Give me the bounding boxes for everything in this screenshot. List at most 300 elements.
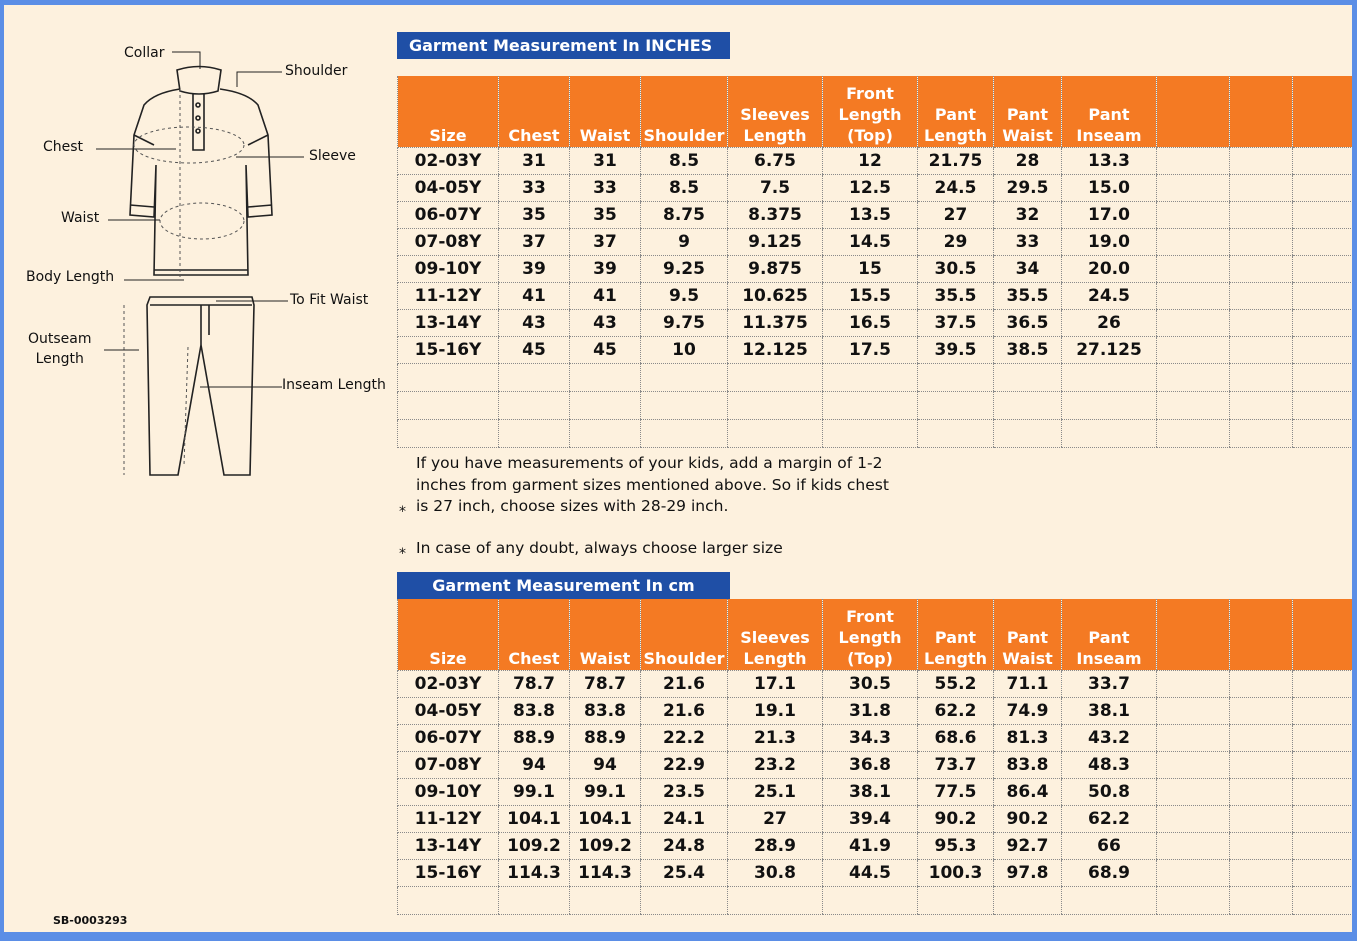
empty-cell [1062, 364, 1157, 392]
column-header: Shoulder [641, 599, 728, 671]
size-cell: 15-16Y [398, 860, 499, 887]
table-row [398, 833, 1353, 860]
column-header: Pant Length [918, 76, 994, 148]
measurement-cell: 24.1 [641, 806, 728, 833]
size-cell: 02-03Y [398, 148, 499, 175]
empty-header-cell [1157, 76, 1230, 148]
measurement-cell: 23.5 [641, 779, 728, 806]
empty-cell [499, 364, 570, 392]
measurement-cell: 8.5 [641, 175, 728, 202]
measurement-cell: 12.125 [728, 337, 823, 364]
measurement-cell: 21.6 [641, 671, 728, 698]
note-margin: If you have measurements of your kids, add a margin of 1-2 inches from garment sizes mentioned above. So if kids chest is 27 inch, choose sizes with 28-29 inch. [416, 454, 889, 515]
empty-cell [1230, 725, 1293, 752]
label-body-length: Body Length [26, 269, 115, 285]
measurement-cell: 27 [728, 806, 823, 833]
measurement-cell: 78.7 [570, 671, 641, 698]
measurement-cell: 37 [499, 229, 570, 256]
measurement-cell: 104.1 [499, 806, 570, 833]
size-cell: 09-10Y [398, 256, 499, 283]
measurement-cell: 92.7 [994, 833, 1062, 860]
label-sleeve: Sleeve [309, 148, 356, 164]
empty-cell [994, 392, 1062, 420]
measurement-cell: 30.8 [728, 860, 823, 887]
empty-cell [398, 364, 499, 392]
column-header: Waist [570, 599, 641, 671]
label-to-fit-waist: To Fit Waist [290, 292, 369, 308]
empty-cell [1157, 148, 1230, 175]
empty-header-cell [1293, 76, 1353, 148]
measurement-cell: 99.1 [570, 779, 641, 806]
column-header: Pant Inseam [1062, 599, 1157, 671]
measurement-cell: 32 [994, 202, 1062, 229]
empty-header-cell [1230, 76, 1293, 148]
measurement-cell: 29 [918, 229, 994, 256]
measurement-cell: 14.5 [823, 229, 918, 256]
measurement-cell: 7.5 [728, 175, 823, 202]
empty-cell [728, 887, 823, 915]
note-bullet-2: * [399, 546, 406, 562]
empty-cell [823, 420, 918, 448]
size-cell: 11-12Y [398, 806, 499, 833]
empty-cell [1230, 860, 1293, 887]
cm-table-grid [397, 599, 1352, 915]
table-header-row [398, 76, 1353, 148]
empty-cell [1230, 779, 1293, 806]
measurement-cell: 68.6 [918, 725, 994, 752]
measurement-cell: 24.5 [1062, 283, 1157, 310]
measurement-cell: 35.5 [918, 283, 994, 310]
measurement-cell: 39 [499, 256, 570, 283]
table-row [398, 752, 1353, 779]
empty-cell [1157, 887, 1230, 915]
empty-cell [823, 364, 918, 392]
measurement-cell: 90.2 [918, 806, 994, 833]
cm-table-title: Garment Measurement In cm [397, 572, 730, 599]
blank-row [398, 420, 1353, 448]
blank-row [398, 887, 1353, 915]
measurement-cell: 62.2 [1062, 806, 1157, 833]
measurement-cell: 38.1 [823, 779, 918, 806]
empty-cell [1157, 725, 1230, 752]
table-header-row [398, 599, 1353, 671]
empty-cell [1230, 229, 1293, 256]
empty-cell [1230, 887, 1293, 915]
empty-cell [641, 887, 728, 915]
empty-cell [1293, 806, 1353, 833]
empty-cell [823, 887, 918, 915]
measurement-cell: 100.3 [918, 860, 994, 887]
column-header: Waist [570, 76, 641, 148]
measurement-cell: 9.75 [641, 310, 728, 337]
empty-cell [570, 392, 641, 420]
measurement-cell: 41.9 [823, 833, 918, 860]
measurement-cell: 15.5 [823, 283, 918, 310]
size-cell: 06-07Y [398, 202, 499, 229]
empty-cell [570, 887, 641, 915]
measurement-cell: 11.375 [728, 310, 823, 337]
empty-cell [499, 420, 570, 448]
column-header: Pant Inseam [1062, 76, 1157, 148]
empty-cell [1293, 392, 1353, 420]
measurement-cell: 6.75 [728, 148, 823, 175]
measurement-cell: 21.3 [728, 725, 823, 752]
measurement-cell: 31 [499, 148, 570, 175]
empty-cell [1230, 671, 1293, 698]
measurement-cell: 27.125 [1062, 337, 1157, 364]
empty-cell [1157, 671, 1230, 698]
measurement-cell: 38.1 [1062, 698, 1157, 725]
measurement-cell: 8.375 [728, 202, 823, 229]
measurement-cell: 15 [823, 256, 918, 283]
measurement-cell: 25.4 [641, 860, 728, 887]
table-row [398, 256, 1353, 283]
empty-cell [1293, 698, 1353, 725]
measurement-cell: 36.5 [994, 310, 1062, 337]
measurement-cell: 15.0 [1062, 175, 1157, 202]
measurement-cell: 17.0 [1062, 202, 1157, 229]
measurement-cell: 24.5 [918, 175, 994, 202]
measurement-cell: 9 [641, 229, 728, 256]
measurement-cell: 22.9 [641, 752, 728, 779]
size-cell: 02-03Y [398, 671, 499, 698]
column-header: Chest [499, 76, 570, 148]
measurement-cell: 68.9 [1062, 860, 1157, 887]
empty-cell [398, 392, 499, 420]
label-outseam-length: Outseam Length [28, 331, 92, 367]
blank-row [398, 364, 1353, 392]
empty-cell [1293, 725, 1353, 752]
measurement-cell: 66 [1062, 833, 1157, 860]
empty-cell [1062, 392, 1157, 420]
measurement-cell: 94 [499, 752, 570, 779]
empty-cell [1230, 420, 1293, 448]
label-collar: Collar [124, 45, 165, 61]
empty-cell [1157, 283, 1230, 310]
measurement-cell: 35 [570, 202, 641, 229]
measurement-cell: 81.3 [994, 725, 1062, 752]
table-row [398, 860, 1353, 887]
measurement-cell: 19.0 [1062, 229, 1157, 256]
column-header: Pant Length [918, 599, 994, 671]
column-header: Front Length (Top) [823, 76, 918, 148]
measurement-cell: 74.9 [994, 698, 1062, 725]
measurement-cell: 50.8 [1062, 779, 1157, 806]
table-row [398, 337, 1353, 364]
product-code: SB-0003293 [53, 914, 128, 927]
table-row [398, 310, 1353, 337]
empty-cell [570, 420, 641, 448]
empty-cell [823, 392, 918, 420]
empty-cell [1230, 202, 1293, 229]
empty-cell [728, 420, 823, 448]
measurement-cell: 33 [994, 229, 1062, 256]
empty-cell [1230, 752, 1293, 779]
table-row [398, 671, 1353, 698]
empty-cell [1230, 833, 1293, 860]
empty-cell [1157, 229, 1230, 256]
column-header: Pant Waist [994, 599, 1062, 671]
table-row [398, 202, 1353, 229]
measurement-cell: 9.25 [641, 256, 728, 283]
empty-cell [1157, 779, 1230, 806]
measurement-cell: 39.5 [918, 337, 994, 364]
empty-cell [1157, 364, 1230, 392]
empty-cell [1062, 420, 1157, 448]
table-row [398, 806, 1353, 833]
empty-cell [1293, 202, 1353, 229]
empty-cell [1230, 337, 1293, 364]
empty-cell [994, 420, 1062, 448]
measurement-cell: 20.0 [1062, 256, 1157, 283]
column-header: Chest [499, 599, 570, 671]
measurement-cell: 29.5 [994, 175, 1062, 202]
empty-cell [1157, 337, 1230, 364]
measurement-cell: 73.7 [918, 752, 994, 779]
inches-table [397, 76, 1352, 448]
measurement-cell: 21.75 [918, 148, 994, 175]
measurement-cell: 17.5 [823, 337, 918, 364]
empty-cell [918, 392, 994, 420]
measurement-cell: 22.2 [641, 725, 728, 752]
empty-cell [1230, 806, 1293, 833]
empty-cell [918, 420, 994, 448]
empty-cell [398, 420, 499, 448]
empty-cell [398, 887, 499, 915]
measurement-cell: 19.1 [728, 698, 823, 725]
measurement-cell: 31.8 [823, 698, 918, 725]
measurement-cell: 90.2 [994, 806, 1062, 833]
size-cell: 04-05Y [398, 175, 499, 202]
collar-shape [177, 67, 221, 95]
empty-cell [1062, 887, 1157, 915]
inches-table-grid [397, 76, 1352, 448]
size-cell: 13-14Y [398, 310, 499, 337]
empty-cell [1230, 175, 1293, 202]
empty-cell [1157, 698, 1230, 725]
measurement-cell: 33 [499, 175, 570, 202]
column-header: Size [398, 76, 499, 148]
empty-header-cell [1157, 599, 1230, 671]
table-row [398, 175, 1353, 202]
measurement-cell: 10.625 [728, 283, 823, 310]
empty-cell [1157, 833, 1230, 860]
empty-cell [1157, 310, 1230, 337]
empty-cell [1230, 364, 1293, 392]
empty-cell [1293, 148, 1353, 175]
measurement-cell: 99.1 [499, 779, 570, 806]
size-cell: 06-07Y [398, 725, 499, 752]
measurement-cell: 34.3 [823, 725, 918, 752]
measurement-cell: 77.5 [918, 779, 994, 806]
empty-cell [1293, 752, 1353, 779]
measurement-cell: 37.5 [918, 310, 994, 337]
measurement-cell: 35.5 [994, 283, 1062, 310]
measurement-cell: 9.875 [728, 256, 823, 283]
column-header: Sleeves Length [728, 599, 823, 671]
kurta-outline [130, 89, 272, 275]
measurement-cell: 8.75 [641, 202, 728, 229]
measurement-cell: 38.5 [994, 337, 1062, 364]
measurement-cell: 35 [499, 202, 570, 229]
size-cell: 07-08Y [398, 752, 499, 779]
empty-cell [641, 420, 728, 448]
column-header: Size [398, 599, 499, 671]
measurement-cell: 86.4 [994, 779, 1062, 806]
measurement-cell: 23.2 [728, 752, 823, 779]
measurement-cell: 24.8 [641, 833, 728, 860]
empty-cell [994, 887, 1062, 915]
measurement-cell: 114.3 [570, 860, 641, 887]
size-cell: 15-16Y [398, 337, 499, 364]
measurement-cell: 30.5 [918, 256, 994, 283]
measurement-cell: 12 [823, 148, 918, 175]
empty-cell [1230, 310, 1293, 337]
table-row [398, 779, 1353, 806]
inches-table-title: Garment Measurement In INCHES [397, 32, 730, 59]
size-chart-sheet [4, 5, 1352, 932]
empty-cell [1230, 256, 1293, 283]
empty-cell [1293, 364, 1353, 392]
measurement-cell: 109.2 [499, 833, 570, 860]
empty-cell [1293, 337, 1353, 364]
empty-cell [1293, 860, 1353, 887]
measurement-cell: 39.4 [823, 806, 918, 833]
label-inseam-length: Inseam Length [282, 377, 386, 393]
size-cell: 09-10Y [398, 779, 499, 806]
empty-cell [1293, 671, 1353, 698]
measurement-cell: 88.9 [499, 725, 570, 752]
table-row [398, 148, 1353, 175]
measurement-cell: 41 [570, 283, 641, 310]
empty-cell [1293, 420, 1353, 448]
label-chest: Chest [43, 139, 84, 155]
measurement-cell: 48.3 [1062, 752, 1157, 779]
empty-cell [918, 364, 994, 392]
empty-cell [1230, 698, 1293, 725]
table-row [398, 725, 1353, 752]
empty-cell [1157, 392, 1230, 420]
empty-cell [1293, 283, 1353, 310]
empty-cell [499, 887, 570, 915]
empty-cell [1293, 175, 1353, 202]
measurement-cell: 26 [1062, 310, 1157, 337]
measurement-cell: 34 [994, 256, 1062, 283]
measurement-cell: 31 [570, 148, 641, 175]
measurement-cell: 30.5 [823, 671, 918, 698]
table-row [398, 698, 1353, 725]
measurement-cell: 83.8 [994, 752, 1062, 779]
empty-cell [1157, 420, 1230, 448]
measurement-cell: 39 [570, 256, 641, 283]
empty-cell [918, 887, 994, 915]
measurement-cell: 37 [570, 229, 641, 256]
measurement-cell: 104.1 [570, 806, 641, 833]
empty-cell [641, 364, 728, 392]
measurement-cell: 13.5 [823, 202, 918, 229]
column-header: Front Length (Top) [823, 599, 918, 671]
empty-header-cell [1230, 599, 1293, 671]
measurement-cell: 17.1 [728, 671, 823, 698]
measurement-cell: 25.1 [728, 779, 823, 806]
table-row [398, 283, 1353, 310]
empty-cell [1293, 833, 1353, 860]
cm-table [397, 599, 1352, 915]
blank-row [398, 392, 1353, 420]
label-shoulder: Shoulder [285, 63, 348, 79]
empty-cell [570, 364, 641, 392]
empty-cell [1157, 256, 1230, 283]
measurement-cell: 21.6 [641, 698, 728, 725]
empty-cell [1157, 806, 1230, 833]
measurement-cell: 88.9 [570, 725, 641, 752]
empty-cell [994, 364, 1062, 392]
measurement-cell: 9.125 [728, 229, 823, 256]
empty-cell [728, 364, 823, 392]
measurement-cell: 45 [499, 337, 570, 364]
measurement-cell: 114.3 [499, 860, 570, 887]
empty-cell [1293, 256, 1353, 283]
empty-cell [1157, 860, 1230, 887]
empty-cell [1293, 887, 1353, 915]
measurement-cell: 28 [994, 148, 1062, 175]
measurement-cell: 97.8 [994, 860, 1062, 887]
empty-cell [1157, 752, 1230, 779]
measurement-cell: 36.8 [823, 752, 918, 779]
empty-header-cell [1293, 599, 1353, 671]
measurement-cell: 16.5 [823, 310, 918, 337]
measurement-cell: 83.8 [499, 698, 570, 725]
measurement-cell: 43 [570, 310, 641, 337]
note-bullet-1: * [399, 504, 406, 520]
measurement-cell: 43 [499, 310, 570, 337]
measurement-cell: 12.5 [823, 175, 918, 202]
note-doubt: In case of any doubt, always choose larger size [416, 539, 783, 557]
column-header: Pant Waist [994, 76, 1062, 148]
empty-cell [499, 392, 570, 420]
measurement-cell: 28.9 [728, 833, 823, 860]
size-cell: 04-05Y [398, 698, 499, 725]
empty-cell [728, 392, 823, 420]
measurement-cell: 33 [570, 175, 641, 202]
empty-cell [1157, 175, 1230, 202]
measurement-cell: 78.7 [499, 671, 570, 698]
empty-cell [1157, 202, 1230, 229]
table-row [398, 229, 1353, 256]
measurement-cell: 44.5 [823, 860, 918, 887]
measurement-cell: 8.5 [641, 148, 728, 175]
measurement-cell: 45 [570, 337, 641, 364]
size-cell: 11-12Y [398, 283, 499, 310]
measurement-cell: 41 [499, 283, 570, 310]
empty-cell [1230, 283, 1293, 310]
measurement-cell: 95.3 [918, 833, 994, 860]
measurement-cell: 62.2 [918, 698, 994, 725]
size-cell: 07-08Y [398, 229, 499, 256]
empty-cell [1230, 148, 1293, 175]
empty-cell [641, 392, 728, 420]
empty-cell [1293, 779, 1353, 806]
measurement-cell: 83.8 [570, 698, 641, 725]
label-waist: Waist [61, 210, 100, 226]
empty-cell [1293, 310, 1353, 337]
measurement-cell: 10 [641, 337, 728, 364]
size-cell: 13-14Y [398, 833, 499, 860]
empty-cell [1230, 392, 1293, 420]
measurement-cell: 13.3 [1062, 148, 1157, 175]
measurement-cell: 109.2 [570, 833, 641, 860]
measurement-cell: 27 [918, 202, 994, 229]
